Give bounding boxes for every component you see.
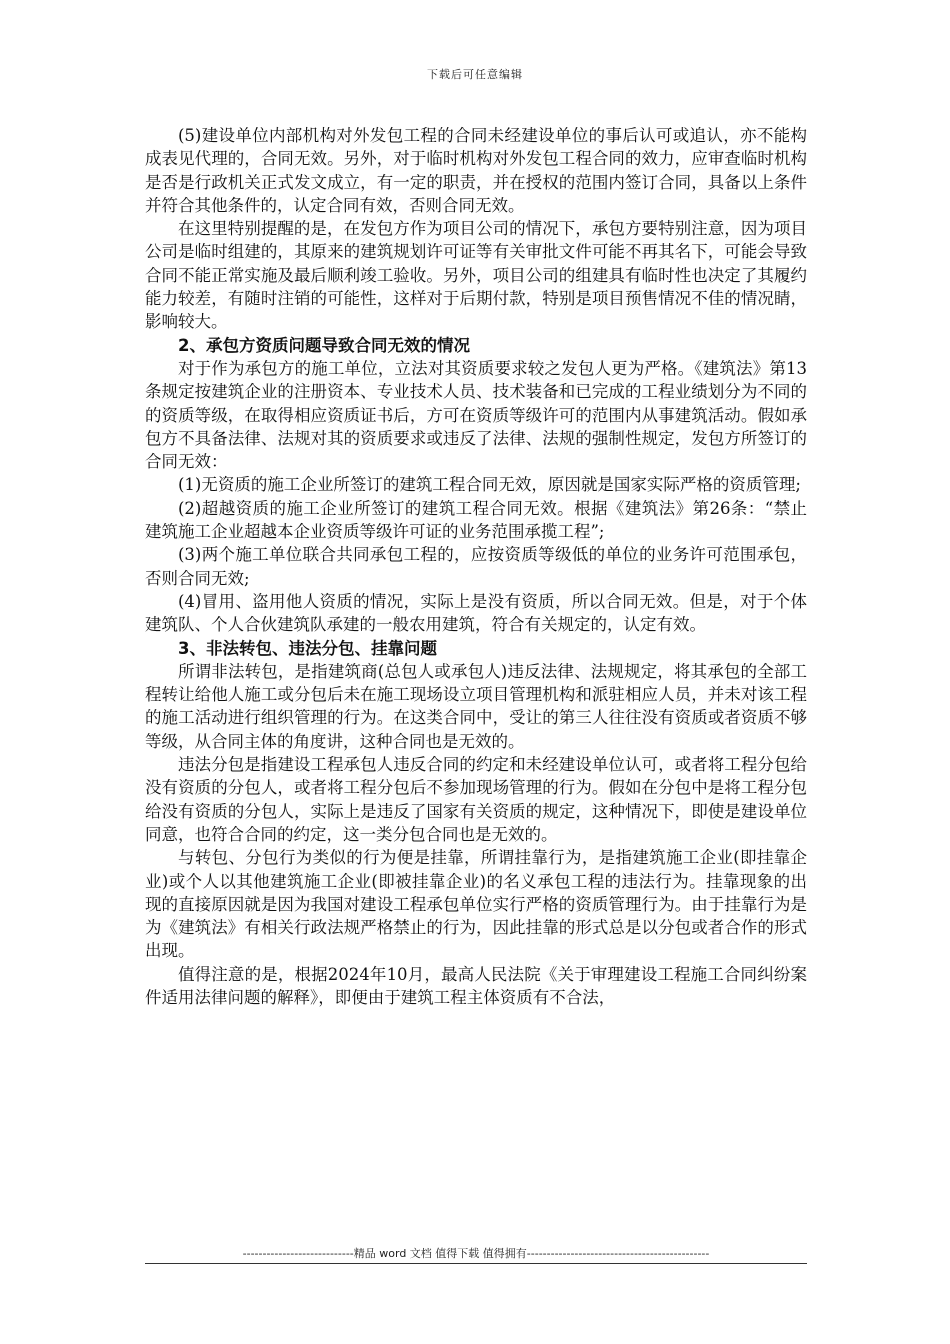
section-heading: 3、非法转包、违法分包、挂靠问题 — [178, 638, 437, 658]
section-heading: 2、承包方资质问题导致合同无效的情况 — [178, 335, 470, 355]
paragraph: 对于作为承包方的施工单位，立法对其资质要求较之发包人更为严格。《建筑法》第13条规定按建筑企业的注册资本、专业技术人员、技术装备和已完成的工程业绩划分为不同的的资质等级，在取得相应资质证书后，方可在资质等级许可的范围内从事建筑活动。假如承包方不具备法律、法规对其的资质要求或违反了法律、法规的强制性规定，发包方所签订的合同无效： — [145, 358, 807, 472]
paragraph: 所谓非法转包，是指建筑商(总包人或承包人)违反法律、法规规定，将其承包的全部工程转让给他人施工或分包后未在施工现场设立项目管理机构和派驻相应人员，并未对该工程的施工活动进行组织管理的行为。在这类合同中，受让的第三人往往没有资质或者资质不够等级，从合同主体的角度讲，这种合同也是无效的。 — [145, 661, 807, 751]
paragraph: 违法分包是指建设工程承包人违反合同的约定和未经建设单位认可，或者将工程分包给没有资质的分包人，或者将工程分包后不参加现场管理的行为。假如在分包中是将工程分包给没有资质的分包人，实际上是违反了国家有关资质的规定，这种情况下，即使是建设单位同意，也符合合同的约定，这一类分包合同也是无效的。 — [145, 755, 807, 844]
document-body — [145, 124, 807, 1009]
list-item: (3)两个施工单位联合共同承包工程的，应按资质等级低的单位的业务许可范围承包，否则合同无效; — [145, 545, 807, 588]
page-header: 下载后可任意编辑 — [427, 68, 523, 81]
paragraph: 在这里特别提醒的是，在发包方作为项目公司的情况下，承包方要特别注意，因为项目公司是临时组建的，其原来的建筑规划许可证等有关审批文件可能不再其名下，可能会导致合同不能正常实施及最后顺利竣工验收。另外，项目公司的组建具有临时性也决定了其履约能力较差，有随时注销的可能性，这样对于后期付款，特别是项目预售情况不佳的情况睛，影响较大。 — [145, 219, 807, 332]
paragraph: 值得注意的是，根据2024年10月，最高人民法院《关于审理建设工程施工合同纠纷案件适用法律问题的解释》，即便由于建筑工程主体资质有不合法， — [145, 964, 807, 1007]
footer-rule — [145, 1263, 807, 1264]
list-item: (4)冒用、盗用他人资质的情况，实际上是没有资质，所以合同无效。但是，对于个体建筑队、个人合伙建筑队承建的一般农用建筑，符合有关规定的，认定有效。 — [145, 591, 807, 635]
page-footer: ----------------------------精品 word 文档 值得下载 值得拥有---------------------------------------------- — [242, 1247, 710, 1260]
list-item: (1)无资质的施工企业所签订的建筑工程合同无效，原因就是国家实际严格的资质管理; — [178, 475, 801, 495]
paragraph: (5)建设单位内部机构对外发包工程的合同未经建设单位的事后认可或追认，亦不能构成表见代理的，合同无效。另外，对于临时机构对外发包工程合同的效力，应审查临时机构是否是行政机关正式发文成立，有一定的职责，并在授权的范围内签订合同，具备以上条件并符合其他条件的，认定合同有效，否则合同无效。 — [145, 126, 807, 215]
list-item: (2)超越资质的施工企业所签订的建筑工程合同无效。根据《建筑法》第26条：“禁止建筑施工企业超越本企业资质等级许可证的业务范围承揽工程”; — [145, 498, 807, 542]
paragraph: 与转包、分包行为类似的行为便是挂靠，所谓挂靠行为，是指建筑施工企业(即挂靠企业)或个人以其他建筑施工企业(即被挂靠企业)的名义承包工程的违法行为。挂靠现象的出现的直接原因就是因为我国对建设工程承包单位实行严格的资质管理行为。由于挂靠行为是为《建筑法》有相关行政法规严格禁止的行为，因此挂靠的形式总是以分包或者合作的形式出现。 — [145, 848, 807, 961]
